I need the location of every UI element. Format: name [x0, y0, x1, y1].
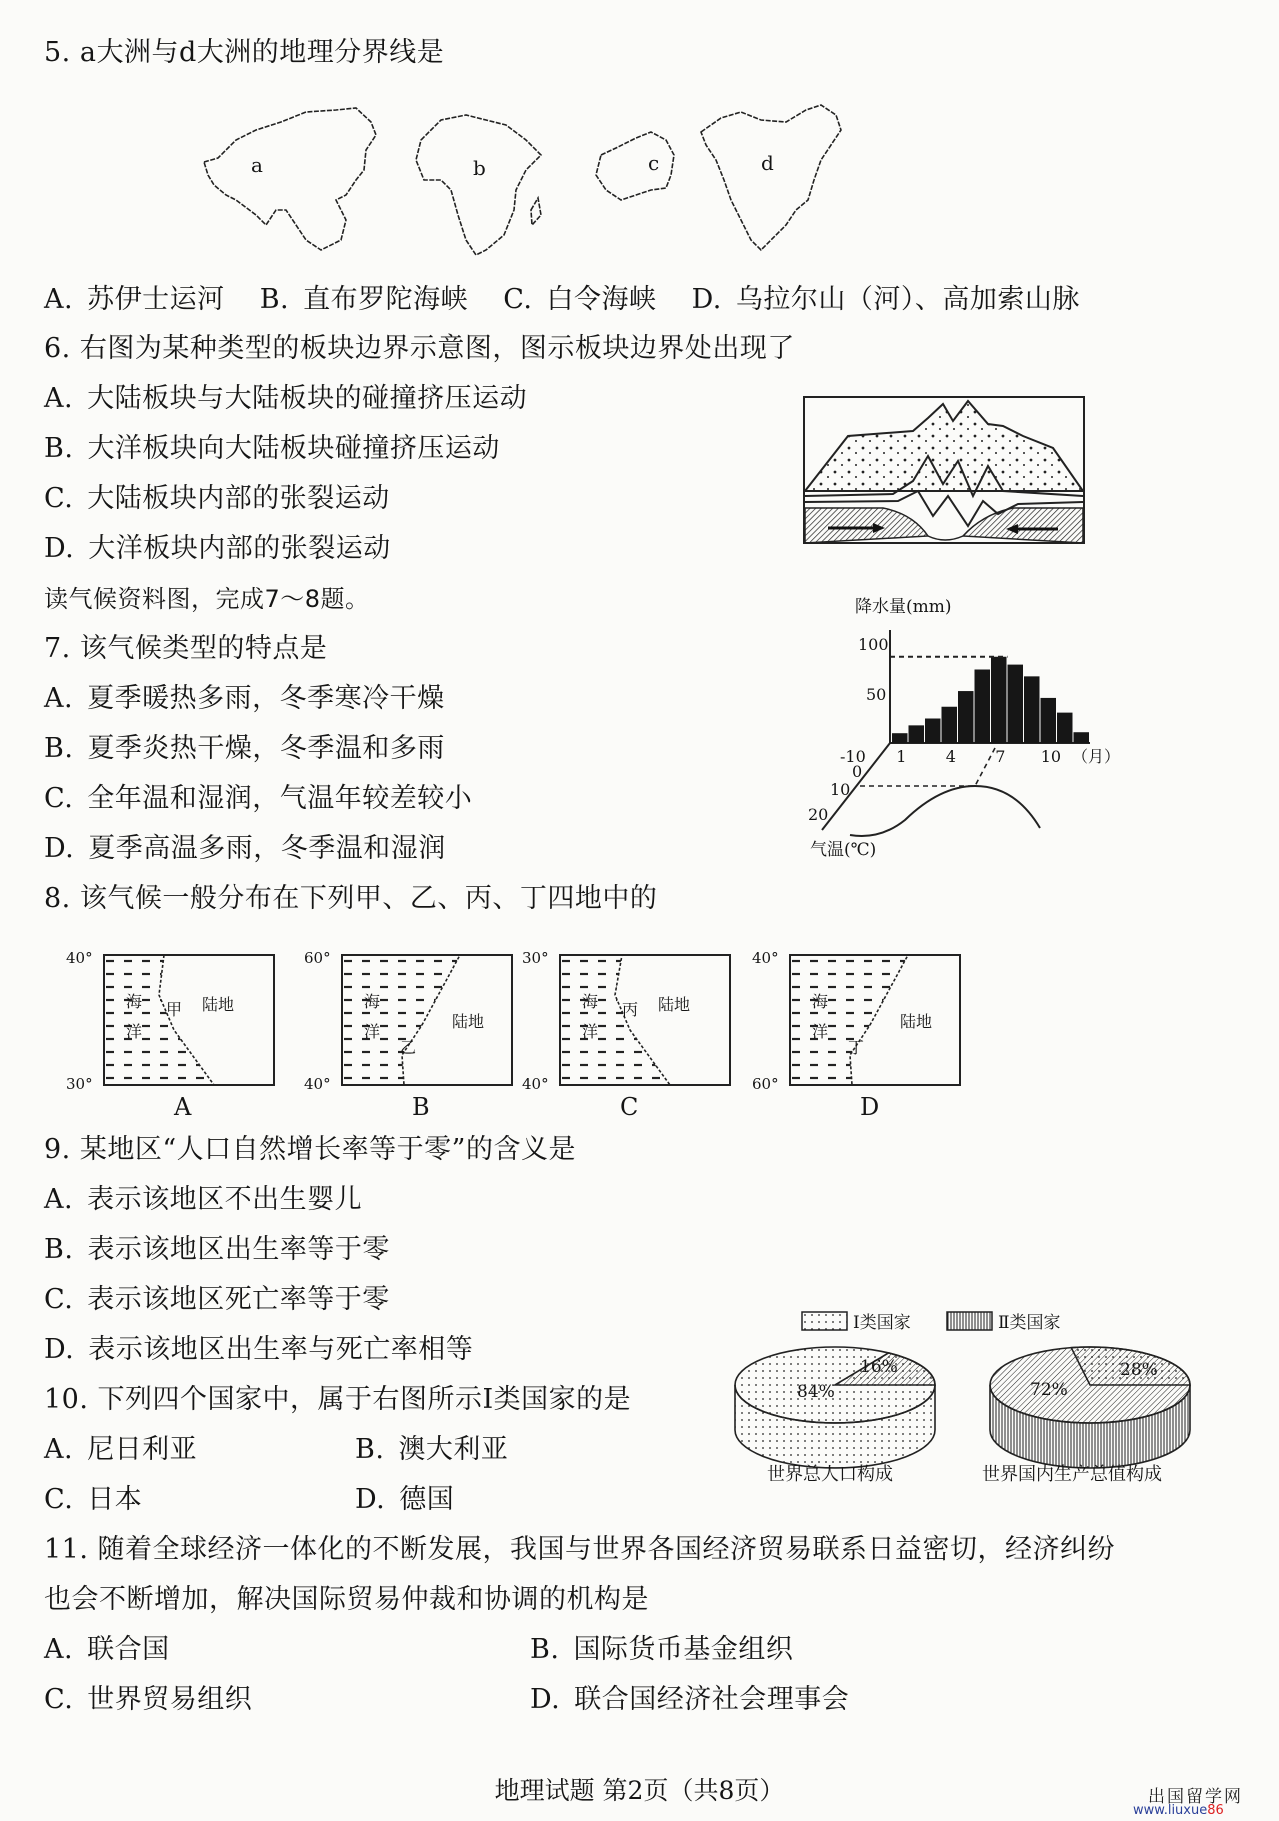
map-land-label: 陆地	[900, 1012, 933, 1031]
temperature-curve	[850, 786, 1040, 836]
q9-option-d[interactable]: D. 表示该地区出生率与死亡率相等	[44, 1334, 474, 1365]
question-11-stem-line2: 也会不断增加，解决国际贸易仲裁和协调的机构是	[44, 1584, 649, 1615]
continents-figure	[196, 100, 896, 270]
map-ocean-label: 洋	[582, 1022, 599, 1041]
map-bottom-latitude: 40°	[304, 1075, 331, 1093]
pie2-title: 世界国内生产总值构成	[982, 1464, 1162, 1485]
latitude-map-a	[64, 949, 284, 1121]
pie-charts-figure	[725, 1305, 1225, 1495]
q11-option-a[interactable]: A. 联合国	[44, 1634, 170, 1665]
pie1-title: 世界总人口构成	[767, 1464, 893, 1485]
q11-option-d[interactable]: D. 联合国经济社会理事会	[530, 1684, 850, 1715]
legend-label-class-2: Ⅱ类国家	[998, 1313, 1061, 1333]
pie2-label-minor: 28%	[1120, 1360, 1158, 1380]
question-7-stem: 7. 该气候类型的特点是	[44, 633, 328, 664]
q7-option-a[interactable]: A. 夏季暖热多雨，冬季寒冷干燥	[44, 683, 445, 714]
q6-option-b[interactable]: B. 大洋板块向大陆板块碰撞挤压运动	[44, 433, 500, 464]
intro-7-8: 读气候资料图，完成7～8题。	[44, 585, 370, 613]
q5-option-d[interactable]: D. 乌拉尔山（河）、高加索山脉	[691, 284, 1080, 315]
question-11-stem-line1: 11. 随着全球经济一体化的不断发展，我国与世界各国经济贸易联系日益密切，经济纠纷	[44, 1534, 1116, 1565]
precip-bar-month-12	[1074, 732, 1090, 743]
map-bottom-latitude: 30°	[66, 1075, 93, 1093]
q5-option-c[interactable]: C. 白令海峡	[503, 284, 657, 315]
watermark-site-name: 出国留学网	[1148, 1787, 1243, 1807]
precip-bar-month-9	[1024, 676, 1040, 743]
pie1-label-main: 84%	[797, 1382, 835, 1402]
continent-a-outline	[204, 108, 376, 250]
precip-bar-month-10	[1041, 698, 1057, 743]
map-bottom-latitude: 60°	[752, 1075, 779, 1093]
map-land-label: 陆地	[658, 995, 691, 1014]
temp-tick-0: 0	[852, 762, 863, 781]
temp-axis-label: 气温(℃)	[810, 840, 877, 860]
q10-option-c[interactable]: C. 日本	[44, 1484, 143, 1515]
legend-swatch-class-1	[802, 1312, 847, 1330]
precip-bar-month-8	[1008, 665, 1024, 743]
legend	[802, 1312, 1061, 1333]
map-sea-label: 海	[812, 992, 829, 1011]
temp-max-dashline	[860, 748, 995, 786]
q10-option-d[interactable]: D. 德国	[355, 1484, 455, 1515]
continent-b-outline	[416, 115, 541, 255]
pie1-label-minor: 16%	[860, 1357, 898, 1377]
q5-option-b[interactable]: B. 直布罗陀海峡	[259, 284, 469, 315]
map-top-latitude: 30°	[522, 949, 549, 967]
map-sea-label: 海	[364, 992, 381, 1011]
q7-option-b[interactable]: B. 夏季炎热干燥，冬季温和多雨	[44, 733, 445, 764]
question-5-stem: 5. a大洲与d大洲的地理分界线是	[44, 37, 445, 68]
precip-bar-month-2	[909, 725, 925, 743]
precip-bar-month-6	[975, 670, 991, 744]
map-place-label: 甲	[166, 1000, 183, 1019]
precip-bar-month-5	[958, 691, 974, 743]
latitude-map-d	[750, 949, 970, 1121]
map-bottom-latitude: 40°	[522, 1075, 549, 1093]
map-option-letter[interactable]: C	[620, 1093, 639, 1121]
q9-option-c[interactable]: C. 表示该地区死亡率等于零	[44, 1284, 390, 1315]
map-top-latitude: 40°	[752, 949, 779, 967]
question-8-stem: 8. 该气候一般分布在下列甲、乙、丙、丁四地中的	[44, 883, 658, 914]
month-tick-10: 10	[1040, 747, 1062, 766]
month-tick-1: 1	[896, 747, 907, 766]
legend-label-class-1: Ⅰ类国家	[853, 1313, 911, 1333]
month-tick-7: 7	[995, 747, 1006, 766]
watermark-url[interactable]: www.liuxue86	[1133, 1803, 1224, 1818]
q7-option-c[interactable]: C. 全年温和湿润，气温年较差较小	[44, 783, 473, 814]
continent-d-outline	[701, 105, 841, 250]
map-top-latitude: 40°	[66, 949, 93, 967]
continent-label-b: b	[473, 156, 486, 180]
q5-options	[44, 283, 1080, 317]
plate-boundary-diagram	[803, 396, 1085, 544]
continent-label-d: d	[761, 151, 774, 175]
precip-axis-label: 降水量(mm)	[855, 597, 952, 617]
map-ocean-label: 洋	[812, 1022, 829, 1041]
precip-bar-month-1	[892, 733, 908, 743]
temp-tick-20: 20	[808, 805, 829, 824]
legend-swatch-class-2	[947, 1312, 992, 1330]
question-6-stem: 6. 右图为某种类型的板块边界示意图，图示板块边界处出现了	[44, 333, 795, 364]
climate-chart	[800, 590, 1140, 860]
precip-bar-month-11	[1057, 713, 1073, 743]
continent-c-outline	[596, 132, 674, 200]
precip-bar-month-4	[942, 707, 958, 743]
map-ocean-label: 洋	[126, 1022, 143, 1041]
map-land-label: 陆地	[202, 995, 235, 1014]
continent-label-c: c	[648, 151, 660, 175]
map-option-letter[interactable]: B	[412, 1093, 430, 1121]
map-option-letter[interactable]: D	[860, 1093, 880, 1121]
map-sea-label: 海	[582, 992, 599, 1011]
temp-tick--10: -10	[840, 747, 866, 766]
q10-option-a[interactable]: A. 尼日利亚	[44, 1434, 198, 1465]
q11-option-b[interactable]: B. 国际货币基金组织	[530, 1634, 794, 1665]
map-top-latitude: 60°	[304, 949, 331, 967]
month-tick-4: 4	[945, 747, 956, 766]
latitude-map-b	[302, 949, 522, 1121]
map-place-label: 丁	[848, 1038, 865, 1057]
map-land-label: 陆地	[452, 1012, 485, 1031]
question-9-stem: 9. 某地区“人口自然增长率等于零”的含义是	[44, 1134, 576, 1165]
q7-option-d[interactable]: D. 夏季高温多雨，冬季温和湿润	[44, 833, 446, 864]
q9-option-a[interactable]: A. 表示该地区不出生婴儿	[44, 1184, 363, 1215]
question-10-stem: 10. 下列四个国家中，属于右图所示Ⅰ类国家的是	[44, 1384, 632, 1415]
continent-label-a: a	[251, 153, 263, 177]
map-place-label: 乙	[400, 1038, 417, 1057]
pie2-label-main: 72%	[1030, 1380, 1068, 1400]
map-option-letter[interactable]: A	[174, 1093, 192, 1121]
precip-bar-month-7	[991, 657, 1007, 743]
latitude-map-c	[520, 949, 740, 1121]
map-place-label: 丙	[622, 1000, 639, 1019]
q6-option-c[interactable]: C. 大陆板块内部的张裂运动	[44, 483, 390, 514]
q6-option-a[interactable]: A. 大陆板块与大陆板块的碰撞挤压运动	[44, 383, 528, 414]
q6-option-d[interactable]: D. 大洋板块内部的张裂运动	[44, 533, 391, 564]
page-footer: 地理试题 第2页（共8页）	[494, 1776, 785, 1805]
map-ocean-label: 洋	[364, 1022, 381, 1041]
precip-tick-50: 50	[866, 685, 887, 704]
q9-option-b[interactable]: B. 表示该地区出生率等于零	[44, 1234, 390, 1265]
temp-tick-10: 10	[830, 780, 851, 799]
map-sea-label: 海	[126, 992, 143, 1011]
month-unit-label: （月）	[1072, 747, 1121, 766]
q10-option-b[interactable]: B. 澳大利亚	[355, 1434, 509, 1465]
q11-option-c[interactable]: C. 世界贸易组织	[44, 1684, 253, 1715]
precip-bar-month-3	[925, 719, 941, 744]
precip-tick-100: 100	[858, 635, 889, 654]
q5-option-a[interactable]: A. 苏伊士运河	[44, 284, 225, 315]
